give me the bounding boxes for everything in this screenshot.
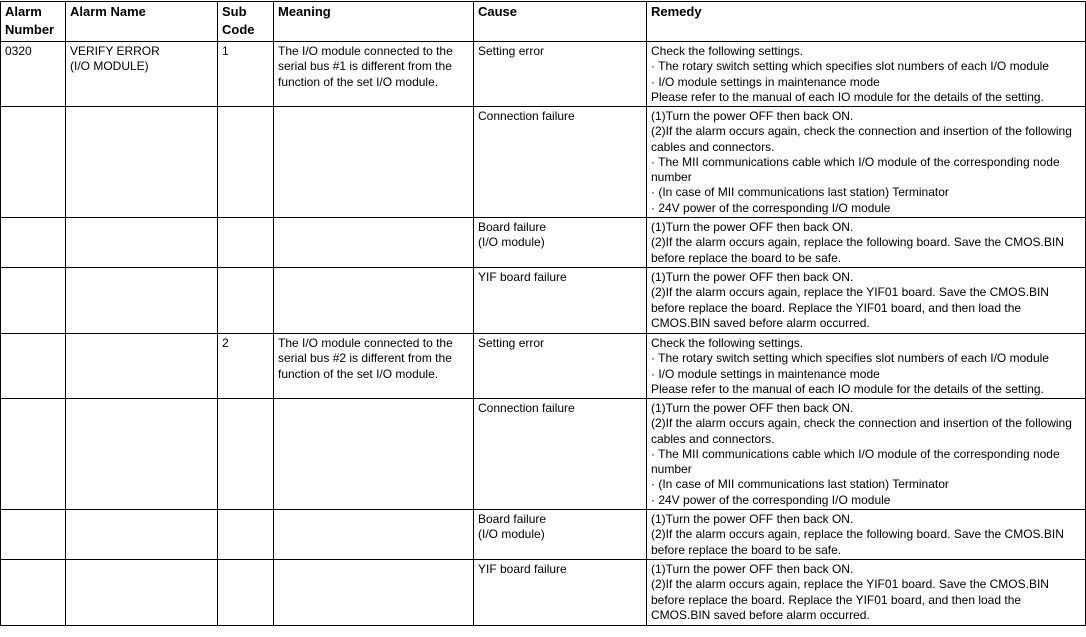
cause-cell [474, 218, 647, 268]
sub-code-cell-line: 2 [222, 336, 229, 350]
remedy-cell-line: (1)Turn the power OFF then back ON. [651, 512, 854, 526]
cause-cell-line: Setting error [478, 336, 545, 350]
remedy-cell-line: before replace the board to be safe. [651, 542, 842, 557]
remedy-cell-line: number [651, 462, 692, 477]
table-row [1, 218, 1086, 268]
cause-cell-line: Connection failure [478, 109, 575, 123]
remedy-cell-line: CMOS.BIN saved before alarm occurred. [651, 607, 870, 622]
alarm-number-cell [1, 107, 66, 218]
remedy-cell-line: · (In case of MII communications last station) Terminator [651, 477, 949, 492]
remedy-cell-line: (2)If the alarm occurs again, replace the YIF01 board. Save the CMOS.BIN [651, 285, 1049, 300]
remedy-cell-line: before replace the board. Replace the YIF01 board, and then load the [651, 592, 1022, 607]
sub-code-cell [218, 218, 274, 268]
table-row [1, 107, 1086, 218]
remedy-cell-line: · The rotary switch setting which specifies slot numbers of each I/O module [651, 351, 1049, 366]
remedy-cell [647, 399, 1086, 510]
header-alarm-number: Alarm Number [1, 2, 66, 42]
meaning-cell-line: function of the set I/O module. [278, 74, 439, 89]
header-alarm-name: Alarm Name [66, 2, 218, 42]
sub-code-cell [218, 399, 274, 510]
remedy-cell-line: · I/O module settings in maintenance mode [651, 74, 880, 89]
alarm-name-cell [66, 107, 218, 218]
remedy-cell-line: before replace the board. Replace the YIF01 board, and then load the [651, 300, 1022, 315]
remedy-cell-line: before replace the board to be safe. [651, 250, 842, 265]
header-remedy: Remedy [647, 2, 1086, 42]
remedy-cell-line: · (In case of MII communications last station) Terminator [651, 185, 949, 200]
cause-cell [474, 399, 647, 510]
remedy-cell [647, 268, 1086, 334]
header-row [1, 2, 1086, 42]
remedy-cell-line: (1)Turn the power OFF then back ON. [651, 220, 854, 234]
table-row [1, 399, 1086, 510]
cause-cell [474, 560, 647, 626]
alarm-number-cell [1, 218, 66, 268]
remedy-cell-line: (2)If the alarm occurs again, replace the following board. Save the CMOS.BIN [651, 235, 1064, 250]
alarm-name-cell [66, 560, 218, 626]
remedy-cell-line: · The MII communications cable which I/O module of the corresponding node [651, 446, 1060, 461]
remedy-cell-line: (2)If the alarm occurs again, check the connection and insertion of the following [651, 124, 1072, 139]
meaning-cell [274, 399, 474, 510]
table-row [1, 334, 1086, 399]
alarm-name-cell [66, 218, 218, 268]
alarm-name-cell [66, 510, 218, 560]
alarm-number-cell-line: 0320 [5, 44, 32, 58]
meaning-cell-line: The I/O module connected to the [278, 44, 453, 58]
table-row [1, 510, 1086, 560]
remedy-cell-line: cables and connectors. [651, 431, 775, 446]
remedy-cell-line: (1)Turn the power OFF then back ON. [651, 109, 854, 123]
meaning-cell [274, 510, 474, 560]
alarm-number-cell [1, 334, 66, 399]
remedy-cell-line: Check the following settings. [651, 44, 804, 58]
cause-cell-line: Setting error [478, 44, 545, 58]
cause-cell [474, 42, 647, 107]
cause-cell-line: YIF board failure [478, 562, 567, 576]
alarm-name-cell [66, 42, 218, 107]
cause-cell-line: Connection failure [478, 401, 575, 415]
remedy-cell [647, 42, 1086, 107]
sub-code-cell [218, 268, 274, 334]
cause-cell-line: Board failure [478, 220, 547, 234]
remedy-cell-line: cables and connectors. [651, 139, 775, 154]
sub-code-cell-line: 1 [222, 44, 229, 58]
alarm-number-cell [1, 510, 66, 560]
cause-cell-line: Board failure [478, 512, 547, 526]
cause-cell [474, 107, 647, 218]
sub-code-cell [218, 334, 274, 399]
alarm-name-cell [66, 334, 218, 399]
meaning-cell-line: function of the set I/O module. [278, 366, 439, 381]
meaning-cell-line: serial bus #2 is different from the [278, 351, 452, 366]
meaning-cell [274, 218, 474, 268]
alarm-name-cell-line: VERIFY ERROR [70, 44, 160, 58]
remedy-cell-line: · 24V power of the corresponding I/O module [651, 492, 891, 507]
cause-cell-line: YIF board failure [478, 270, 567, 284]
alarm-name-cell-line: (I/O MODULE) [70, 59, 149, 74]
remedy-cell [647, 218, 1086, 268]
remedy-cell-line: CMOS.BIN saved before alarm occurred. [651, 315, 870, 330]
remedy-cell-line: · 24V power of the corresponding I/O module [651, 200, 891, 215]
remedy-cell-line: (2)If the alarm occurs again, replace the following board. Save the CMOS.BIN [651, 527, 1064, 542]
alarm-number-cell [1, 399, 66, 510]
remedy-cell-line: (1)Turn the power OFF then back ON. [651, 562, 854, 576]
alarm-number-cell [1, 560, 66, 626]
remedy-cell [647, 510, 1086, 560]
meaning-cell [274, 42, 474, 107]
remedy-cell-line: Please refer to the manual of each IO module for the details of the setting. [651, 89, 1044, 104]
sub-code-cell [218, 560, 274, 626]
cause-cell-line: (I/O module) [478, 527, 545, 542]
meaning-cell [274, 107, 474, 218]
sub-code-cell [218, 107, 274, 218]
remedy-cell [647, 334, 1086, 399]
remedy-cell-line: · The rotary switch setting which specifies slot numbers of each I/O module [651, 59, 1049, 74]
cause-cell [474, 334, 647, 399]
remedy-cell-line: (1)Turn the power OFF then back ON. [651, 401, 854, 415]
sub-code-cell [218, 42, 274, 107]
table-row [1, 560, 1086, 626]
cause-cell-line: (I/O module) [478, 235, 545, 250]
meaning-cell [274, 560, 474, 626]
alarm-table [0, 1, 1086, 626]
remedy-cell-line: (1)Turn the power OFF then back ON. [651, 270, 854, 284]
header-sub-code: Sub Code [218, 2, 274, 42]
alarm-name-cell [66, 268, 218, 334]
remedy-cell [647, 560, 1086, 626]
meaning-cell-line: The I/O module connected to the [278, 336, 453, 350]
header-cause: Cause [474, 2, 647, 42]
remedy-cell-line: number [651, 170, 692, 185]
alarm-number-cell [1, 268, 66, 334]
meaning-cell [274, 268, 474, 334]
sub-code-cell [218, 510, 274, 560]
table-row [1, 42, 1086, 107]
cause-cell [474, 268, 647, 334]
cause-cell [474, 510, 647, 560]
remedy-cell-line: (2)If the alarm occurs again, replace the YIF01 board. Save the CMOS.BIN [651, 577, 1049, 592]
remedy-cell-line: Please refer to the manual of each IO module for the details of the setting. [651, 381, 1044, 396]
header-meaning: Meaning [274, 2, 474, 42]
remedy-cell-line: Check the following settings. [651, 336, 804, 350]
remedy-cell-line: (2)If the alarm occurs again, check the connection and insertion of the following [651, 416, 1072, 431]
remedy-cell [647, 107, 1086, 218]
remedy-cell-line: · I/O module settings in maintenance mode [651, 366, 880, 381]
meaning-cell-line: serial bus #1 is different from the [278, 59, 452, 74]
table-row [1, 268, 1086, 334]
remedy-cell-line: · The MII communications cable which I/O module of the corresponding node [651, 154, 1060, 169]
alarm-name-cell [66, 399, 218, 510]
alarm-number-cell [1, 42, 66, 107]
meaning-cell [274, 334, 474, 399]
